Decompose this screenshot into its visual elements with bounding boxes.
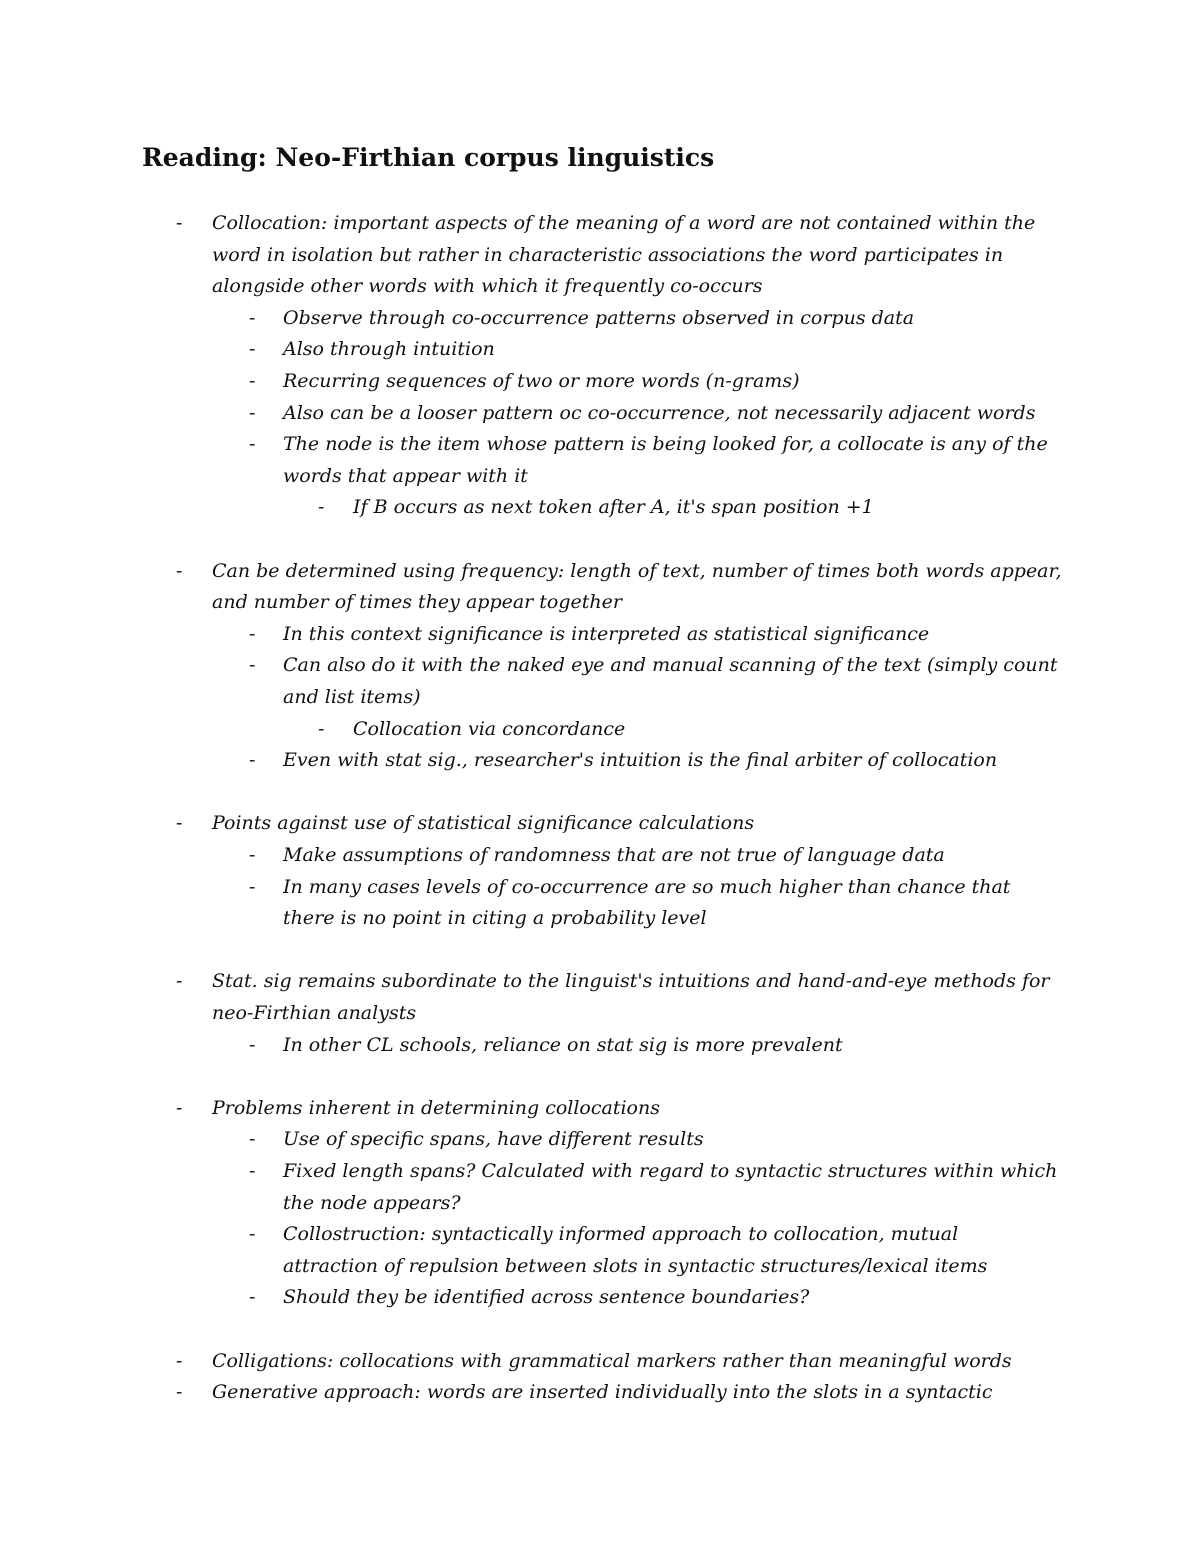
bullet-text xyxy=(212,556,1062,619)
bullet-dash: - xyxy=(176,1096,183,1119)
bullet-dash: - xyxy=(249,1160,256,1182)
bullet-text xyxy=(283,1219,987,1282)
bullet-dash: - xyxy=(249,749,256,772)
bullet-text-line: Generative approach: words are inserted individually into the slots in a syntactic xyxy=(212,1381,993,1404)
bullet-text xyxy=(283,1124,704,1156)
bullet-text-line: Even with stat sig., researcher's intuition is the final arbiter of collocation xyxy=(283,749,998,772)
bullet-text xyxy=(212,1093,660,1125)
bullet-text-line: Should they be identified across sentence boundaries? xyxy=(283,1286,810,1309)
bullet-text-line: If B occurs as next token after A, it's span position +1 xyxy=(353,496,874,519)
bullet-text xyxy=(283,366,800,398)
bullet-text-line: the node appears? xyxy=(283,1191,461,1214)
bullet-dash: - xyxy=(318,717,325,740)
bullet-dash: - xyxy=(318,496,325,519)
bullet-dash: - xyxy=(249,844,256,866)
bullet-text-line: The node is the item whose pattern is being looked for, a collocate is any of the xyxy=(283,433,1048,456)
bullet-text-line: and list items) xyxy=(283,685,421,708)
bullet-dash: - xyxy=(249,370,256,392)
bullet-text-line: Colligations: collocations with grammatical markers rather than meaningful words xyxy=(212,1349,1012,1372)
bullet-dash: - xyxy=(249,875,256,898)
bullet-text xyxy=(212,966,1050,1029)
bullet-dash: - xyxy=(176,559,183,582)
bullet-dash: - xyxy=(249,654,256,677)
bullet-dash: - xyxy=(249,1033,256,1056)
bullet-dash: - xyxy=(249,1128,256,1151)
bullet-text xyxy=(283,303,914,335)
bullet-text-line: Also can be a looser pattern oc co-occurrence, not necessarily adjacent words xyxy=(283,401,1036,424)
bullet-text-line: words that appear with it xyxy=(283,464,528,487)
bullet-dash: - xyxy=(249,1286,256,1309)
bullet-text-line: word in isolation but rather in characteristic associations the word participates in xyxy=(212,243,1004,266)
bullet-text-line: there is no point in citing a probability level xyxy=(283,907,707,930)
bullet-text-line: Can also do it with the naked eye and manual scanning of the text (simply count xyxy=(283,654,1058,677)
bullet-text-line: Collocation: important aspects of the meaning of a word are not contained within the xyxy=(212,212,1036,234)
bullet-text xyxy=(212,1377,992,1409)
bullet-text-line: Make assumptions of randomness that are not true of language data xyxy=(283,844,945,866)
bullet-text-line: Recurring sequences of two or more words (n-grams) xyxy=(283,370,800,392)
bullet-dash: - xyxy=(176,212,183,234)
bullet-dash: - xyxy=(176,812,183,835)
bullet-text-line: Can be determined using frequency: length of text, number of times both words appear, xyxy=(212,559,1062,582)
bullet-text xyxy=(283,619,929,651)
bullet-text-line: Use of specific spans, have different results xyxy=(283,1128,704,1151)
bullet-dash: - xyxy=(249,1223,256,1246)
bullet-dash: - xyxy=(249,433,256,456)
bullet-text xyxy=(283,840,945,872)
bullet-text xyxy=(283,1030,843,1062)
bullet-text-line: Observe through co-occurrence patterns observed in corpus data xyxy=(283,306,915,329)
bullet-text xyxy=(212,808,754,840)
bullet-text xyxy=(283,398,1035,430)
bullet-text-line: neo-Firthian analysts xyxy=(212,1001,417,1024)
bullet-dash: - xyxy=(249,338,256,361)
bullet-text-line: Collocation via concordance xyxy=(353,717,626,740)
bullet-text xyxy=(283,429,1048,492)
bullet-text xyxy=(283,1156,1057,1219)
bullet-text xyxy=(283,745,997,777)
bullet-text-line: Fixed length spans? Calculated with regard to syntactic structures within which xyxy=(283,1160,1058,1182)
bullet-text xyxy=(283,872,1010,935)
bullet-dash: - xyxy=(249,401,256,424)
bullet-text xyxy=(353,714,625,746)
bullet-text-line: attraction of repulsion between slots in syntactic structures/lexical items xyxy=(283,1254,988,1277)
bullet-text-line: alongside other words with which it frequently co-occurs xyxy=(212,275,763,297)
bullet-text xyxy=(283,650,1058,713)
bullet-text-line: Points against use of statistical significance calculations xyxy=(212,812,755,835)
bullet-text xyxy=(283,1282,809,1314)
bullet-dash: - xyxy=(176,1349,183,1372)
bullet-text xyxy=(353,492,874,524)
bullet-text-line: In this context significance is interpreted as statistical significance xyxy=(283,622,930,645)
bullet-dash: - xyxy=(249,622,256,645)
bullet-text-line: Stat. sig remains subordinate to the linguist's intuitions and hand-and-eye methods for xyxy=(212,970,1050,993)
bullet-dash: - xyxy=(176,970,183,993)
bullet-text-line: In other CL schools, reliance on stat sig is more prevalent xyxy=(283,1033,843,1056)
bullet-text xyxy=(212,208,1035,303)
page-title: Reading: Neo-Firthian corpus linguistics xyxy=(142,143,715,172)
bullet-dash: - xyxy=(176,1381,183,1404)
bullet-text-line: Problems inherent in determining collocations xyxy=(212,1096,660,1119)
bullet-text xyxy=(283,334,495,366)
bullet-text-line: and number of times they appear together xyxy=(212,591,622,614)
bullet-text-line: Collostruction: syntactically informed approach to collocation, mutual xyxy=(283,1223,959,1246)
bullet-text-line: In many cases levels of co-occurrence are so much higher than chance that xyxy=(283,875,1011,898)
bullet-text-line: Also through intuition xyxy=(283,338,495,361)
bullet-dash: - xyxy=(249,306,256,329)
bullet-text xyxy=(212,1346,1012,1378)
